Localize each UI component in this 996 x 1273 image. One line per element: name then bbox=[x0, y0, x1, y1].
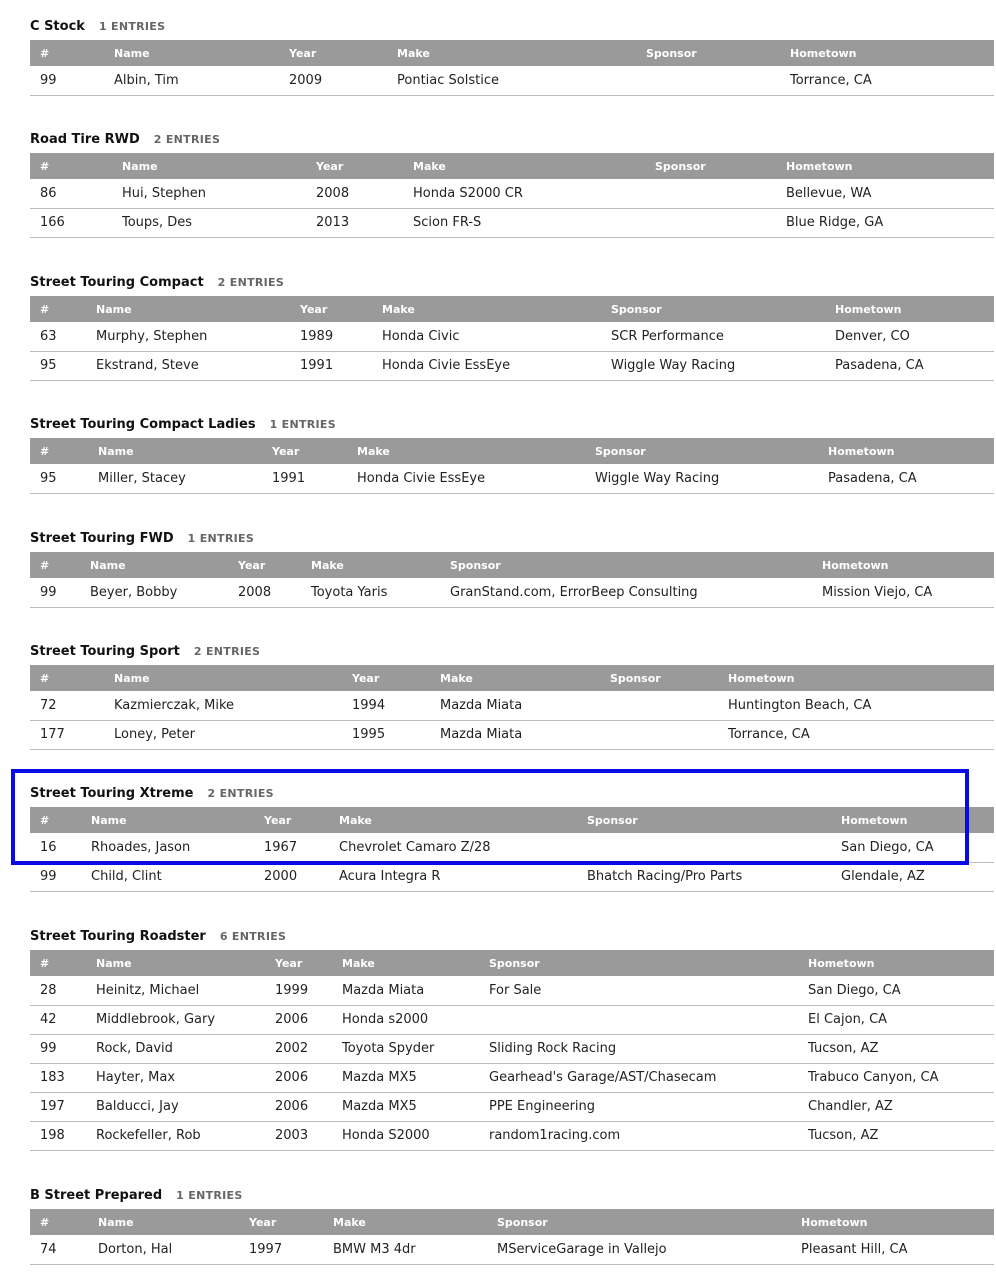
cell-sponsor: Wiggle Way Racing bbox=[601, 351, 825, 380]
cell-year: 2006 bbox=[265, 1063, 332, 1092]
cell-sponsor: random1racing.com bbox=[479, 1121, 798, 1150]
column-header-num[interactable]: # bbox=[40, 1215, 50, 1229]
column-header-num[interactable]: # bbox=[40, 302, 50, 316]
entries-count: 1 ENTRIES bbox=[269, 417, 336, 431]
cell-sponsor: Gearhead's Garage/AST/Chasecam bbox=[479, 1063, 798, 1092]
class-section bbox=[30, 125, 994, 238]
entries-count: 2 ENTRIES bbox=[193, 644, 261, 658]
cell-num: 74 bbox=[30, 1235, 88, 1264]
cell-name: Albin, Tim bbox=[104, 66, 279, 95]
table-row bbox=[30, 464, 994, 493]
table-row bbox=[30, 179, 994, 208]
column-header-sponsor[interactable]: Sponsor bbox=[646, 46, 697, 60]
cell-year: 2006 bbox=[265, 1092, 332, 1121]
class-header bbox=[30, 125, 994, 153]
table-header-row bbox=[30, 1209, 994, 1235]
entries-count: 1 ENTRIES bbox=[98, 19, 166, 33]
column-header-sponsor[interactable]: Sponsor bbox=[497, 1215, 548, 1229]
cell-sponsor bbox=[479, 1005, 798, 1034]
cell-year: 1991 bbox=[290, 351, 372, 380]
cell-hometown: Glendale, AZ bbox=[831, 862, 994, 891]
entries-table bbox=[30, 438, 994, 494]
cell-make: Mazda MX5 bbox=[332, 1092, 479, 1121]
cell-hometown: Tucson, AZ bbox=[798, 1034, 994, 1063]
entries-table bbox=[30, 296, 994, 381]
table-row bbox=[30, 1092, 994, 1121]
cell-hometown: Pasadena, CA bbox=[818, 464, 994, 493]
class-section bbox=[30, 12, 994, 96]
cell-make: Pontiac Solstice bbox=[387, 66, 636, 95]
class-title: Street Touring Compact bbox=[30, 274, 204, 290]
cell-sponsor: GranStand.com, ErrorBeep Consulting bbox=[440, 578, 812, 607]
column-header-hometown[interactable]: Hometown bbox=[808, 956, 875, 970]
class-header bbox=[30, 524, 994, 552]
cell-name: Child, Clint bbox=[81, 862, 254, 891]
entries-table bbox=[30, 1209, 994, 1265]
cell-sponsor: SCR Performance bbox=[601, 322, 825, 351]
cell-year: 1991 bbox=[262, 464, 347, 493]
cell-year: 2009 bbox=[279, 66, 387, 95]
table-row bbox=[30, 833, 994, 862]
cell-year: 1994 bbox=[342, 691, 430, 720]
cell-make: Honda Civie EssEye bbox=[372, 351, 601, 380]
cell-hometown: Mission Viejo, CA bbox=[812, 578, 994, 607]
cell-make: BMW M3 4dr bbox=[323, 1235, 487, 1264]
cell-sponsor bbox=[600, 691, 718, 720]
column-header-name[interactable]: Name bbox=[114, 671, 150, 685]
column-header-name[interactable]: Name bbox=[98, 444, 134, 458]
cell-hometown: Pleasant Hill, CA bbox=[791, 1235, 994, 1264]
column-header-num[interactable]: # bbox=[40, 159, 50, 173]
column-header-hometown[interactable]: Hometown bbox=[786, 159, 853, 173]
cell-hometown: Trabuco Canyon, CA bbox=[798, 1063, 994, 1092]
table-row bbox=[30, 322, 994, 351]
column-header-make[interactable]: Make bbox=[357, 444, 390, 458]
class-title: B Street Prepared bbox=[30, 1187, 163, 1203]
cell-hometown: Huntington Beach, CA bbox=[718, 691, 994, 720]
column-header-make[interactable]: Make bbox=[339, 813, 372, 827]
class-header bbox=[30, 637, 994, 665]
cell-name: Rock, David bbox=[86, 1034, 265, 1063]
cell-name: Loney, Peter bbox=[104, 720, 342, 749]
class-title: Street Touring FWD bbox=[30, 530, 174, 546]
cell-name: Kazmierczak, Mike bbox=[104, 691, 342, 720]
column-header-year[interactable]: Year bbox=[275, 956, 303, 970]
cell-sponsor: Sliding Rock Racing bbox=[479, 1034, 798, 1063]
cell-make: Mazda Miata bbox=[430, 720, 600, 749]
cell-name: Beyer, Bobby bbox=[80, 578, 228, 607]
table-header-row bbox=[30, 807, 994, 833]
cell-make: Mazda Miata bbox=[332, 976, 479, 1005]
column-header-sponsor[interactable]: Sponsor bbox=[595, 444, 646, 458]
cell-num: 197 bbox=[30, 1092, 86, 1121]
cell-num: 183 bbox=[30, 1063, 86, 1092]
table-row bbox=[30, 862, 994, 891]
column-header-make[interactable]: Make bbox=[382, 302, 415, 316]
cell-name: Balducci, Jay bbox=[86, 1092, 265, 1121]
entries-count: 2 ENTRIES bbox=[153, 132, 221, 146]
table-header-row bbox=[30, 40, 994, 66]
cell-sponsor bbox=[645, 179, 776, 208]
cell-make: Scion FR-S bbox=[403, 208, 645, 237]
cell-sponsor: For Sale bbox=[479, 976, 798, 1005]
column-header-make[interactable]: Make bbox=[342, 956, 375, 970]
cell-name: Rhoades, Jason bbox=[81, 833, 254, 862]
class-title: Street Touring Compact Ladies bbox=[30, 416, 256, 432]
cell-hometown: Bellevue, WA bbox=[776, 179, 994, 208]
column-header-make[interactable]: Make bbox=[440, 671, 473, 685]
class-header bbox=[30, 12, 994, 40]
entries-table bbox=[30, 153, 994, 238]
cell-num: 63 bbox=[30, 322, 86, 351]
column-header-name[interactable]: Name bbox=[122, 159, 158, 173]
cell-make: Toyota Spyder bbox=[332, 1034, 479, 1063]
cell-sponsor: Bhatch Racing/Pro Parts bbox=[577, 862, 831, 891]
class-section bbox=[30, 268, 994, 381]
table-header-row bbox=[30, 950, 994, 976]
cell-year: 1995 bbox=[342, 720, 430, 749]
column-header-year[interactable]: Year bbox=[264, 813, 292, 827]
table-row bbox=[30, 208, 994, 237]
cell-year: 2003 bbox=[265, 1121, 332, 1150]
table-row bbox=[30, 1005, 994, 1034]
table-header-row bbox=[30, 153, 994, 179]
column-header-hometown[interactable]: Hometown bbox=[835, 302, 902, 316]
column-header-num[interactable]: # bbox=[40, 813, 50, 827]
column-header-name[interactable]: Name bbox=[90, 558, 126, 572]
cell-name: Murphy, Stephen bbox=[86, 322, 290, 351]
class-header bbox=[30, 1181, 994, 1209]
cell-hometown: El Cajon, CA bbox=[798, 1005, 994, 1034]
entries-count: 2 ENTRIES bbox=[207, 786, 274, 800]
cell-make: Mazda Miata bbox=[430, 691, 600, 720]
cell-year: 2006 bbox=[265, 1005, 332, 1034]
cell-year: 2013 bbox=[306, 208, 403, 237]
class-section bbox=[30, 410, 994, 494]
entries-count: 6 ENTRIES bbox=[219, 929, 287, 943]
cell-num: 99 bbox=[30, 1034, 86, 1063]
entries-table bbox=[30, 552, 994, 608]
column-header-make[interactable]: Make bbox=[333, 1215, 366, 1229]
column-header-year[interactable]: Year bbox=[272, 444, 300, 458]
table-row bbox=[30, 691, 994, 720]
column-header-hometown[interactable]: Hometown bbox=[841, 813, 908, 827]
cell-year: 2002 bbox=[265, 1034, 332, 1063]
table-row bbox=[30, 578, 994, 607]
table-header-row bbox=[30, 665, 994, 691]
class-section bbox=[30, 922, 994, 1151]
cell-sponsor: MServiceGarage in Vallejo bbox=[487, 1235, 791, 1264]
cell-sponsor: Wiggle Way Racing bbox=[585, 464, 818, 493]
column-header-year[interactable]: Year bbox=[352, 671, 380, 685]
table-row bbox=[30, 1034, 994, 1063]
cell-hometown: Torrance, CA bbox=[718, 720, 994, 749]
cell-year: 2000 bbox=[254, 862, 329, 891]
column-header-num[interactable]: # bbox=[40, 558, 50, 572]
table-row bbox=[30, 1235, 994, 1264]
cell-name: Middlebrook, Gary bbox=[86, 1005, 265, 1034]
column-header-num[interactable]: # bbox=[40, 671, 50, 685]
column-header-name[interactable]: Name bbox=[98, 1215, 134, 1229]
class-title: Road Tire RWD bbox=[30, 131, 140, 147]
cell-year: 1989 bbox=[290, 322, 372, 351]
table-header-row bbox=[30, 552, 994, 578]
entries-count: 2 ENTRIES bbox=[217, 275, 285, 289]
cell-sponsor bbox=[636, 66, 780, 95]
cell-num: 177 bbox=[30, 720, 104, 749]
column-header-sponsor[interactable]: Sponsor bbox=[611, 302, 662, 316]
column-header-name[interactable]: Name bbox=[96, 956, 132, 970]
cell-sponsor bbox=[577, 833, 831, 862]
table-row bbox=[30, 720, 994, 749]
cell-make: Mazda MX5 bbox=[332, 1063, 479, 1092]
class-section bbox=[30, 1181, 994, 1265]
cell-num: 95 bbox=[30, 464, 88, 493]
table-row bbox=[30, 1121, 994, 1150]
class-title: Street Touring Sport bbox=[30, 643, 180, 659]
cell-name: Hui, Stephen bbox=[112, 179, 306, 208]
table-row bbox=[30, 66, 994, 95]
table-row bbox=[30, 1063, 994, 1092]
column-header-sponsor[interactable]: Sponsor bbox=[587, 813, 638, 827]
cell-sponsor: PPE Engineering bbox=[479, 1092, 798, 1121]
cell-num: 99 bbox=[30, 862, 81, 891]
class-section bbox=[30, 779, 994, 892]
cell-hometown: San Diego, CA bbox=[798, 976, 994, 1005]
cell-sponsor bbox=[645, 208, 776, 237]
cell-num: 16 bbox=[30, 833, 81, 862]
class-title: C Stock bbox=[30, 18, 85, 34]
column-header-num[interactable]: # bbox=[40, 956, 50, 970]
table-header-row bbox=[30, 296, 994, 322]
cell-name: Rockefeller, Rob bbox=[86, 1121, 265, 1150]
entries-table bbox=[30, 950, 994, 1151]
table-row bbox=[30, 976, 994, 1005]
cell-hometown: Pasadena, CA bbox=[825, 351, 994, 380]
column-header-name[interactable]: Name bbox=[96, 302, 132, 316]
cell-make: Honda S2000 bbox=[332, 1121, 479, 1150]
cell-hometown: San Diego, CA bbox=[831, 833, 994, 862]
table-row bbox=[30, 351, 994, 380]
cell-year: 1999 bbox=[265, 976, 332, 1005]
cell-name: Dorton, Hal bbox=[88, 1235, 239, 1264]
column-header-hometown[interactable]: Hometown bbox=[790, 46, 857, 60]
column-header-sponsor[interactable]: Sponsor bbox=[450, 558, 501, 572]
entries-count: 1 ENTRIES bbox=[176, 1188, 243, 1202]
column-header-year[interactable]: Year bbox=[289, 46, 317, 60]
class-header bbox=[30, 268, 994, 296]
cell-hometown: Tucson, AZ bbox=[798, 1121, 994, 1150]
cell-make: Chevrolet Camaro Z/28 bbox=[329, 833, 577, 862]
cell-hometown: Denver, CO bbox=[825, 322, 994, 351]
column-header-sponsor[interactable]: Sponsor bbox=[489, 956, 540, 970]
column-header-hometown[interactable]: Hometown bbox=[728, 671, 795, 685]
cell-num: 198 bbox=[30, 1121, 86, 1150]
column-header-year[interactable]: Year bbox=[238, 558, 266, 572]
column-header-sponsor[interactable]: Sponsor bbox=[610, 671, 661, 685]
entries-table bbox=[30, 665, 994, 750]
cell-sponsor bbox=[600, 720, 718, 749]
cell-num: 42 bbox=[30, 1005, 86, 1034]
class-title: Street Touring Xtreme bbox=[30, 785, 194, 801]
column-header-sponsor[interactable]: Sponsor bbox=[655, 159, 706, 173]
column-header-hometown[interactable]: Hometown bbox=[801, 1215, 868, 1229]
column-header-name[interactable]: Name bbox=[114, 46, 150, 60]
cell-name: Toups, Des bbox=[112, 208, 306, 237]
class-title: Street Touring Roadster bbox=[30, 928, 206, 944]
cell-year: 2008 bbox=[228, 578, 301, 607]
cell-name: Ekstrand, Steve bbox=[86, 351, 290, 380]
cell-make: Honda Civie EssEye bbox=[347, 464, 585, 493]
cell-num: 28 bbox=[30, 976, 86, 1005]
column-header-name[interactable]: Name bbox=[91, 813, 127, 827]
cell-num: 166 bbox=[30, 208, 112, 237]
column-header-make[interactable]: Make bbox=[413, 159, 446, 173]
cell-make: Toyota Yaris bbox=[301, 578, 440, 607]
column-header-hometown[interactable]: Hometown bbox=[822, 558, 889, 572]
cell-year: 1997 bbox=[239, 1235, 323, 1264]
column-header-year[interactable]: Year bbox=[249, 1215, 277, 1229]
cell-name: Heinitz, Michael bbox=[86, 976, 265, 1005]
cell-num: 86 bbox=[30, 179, 112, 208]
class-section bbox=[30, 524, 994, 608]
cell-name: Hayter, Max bbox=[86, 1063, 265, 1092]
column-header-num[interactable]: # bbox=[40, 46, 50, 60]
cell-hometown: Chandler, AZ bbox=[798, 1092, 994, 1121]
cell-num: 99 bbox=[30, 66, 104, 95]
entries-table bbox=[30, 40, 994, 96]
cell-num: 72 bbox=[30, 691, 104, 720]
class-header bbox=[30, 410, 994, 438]
entries-table bbox=[30, 807, 994, 892]
cell-num: 95 bbox=[30, 351, 86, 380]
class-header bbox=[30, 779, 994, 807]
cell-make: Acura Integra R bbox=[329, 862, 577, 891]
table-header-row bbox=[30, 438, 994, 464]
column-header-year[interactable]: Year bbox=[316, 159, 344, 173]
class-section bbox=[30, 637, 994, 750]
column-header-hometown[interactable]: Hometown bbox=[828, 444, 895, 458]
class-header bbox=[30, 922, 994, 950]
cell-year: 1967 bbox=[254, 833, 329, 862]
entries-count: 1 ENTRIES bbox=[187, 531, 255, 545]
cell-name: Miller, Stacey bbox=[88, 464, 262, 493]
column-header-make[interactable]: Make bbox=[311, 558, 344, 572]
cell-make: Honda S2000 CR bbox=[403, 179, 645, 208]
cell-num: 99 bbox=[30, 578, 80, 607]
cell-hometown: Torrance, CA bbox=[780, 66, 994, 95]
cell-make: Honda s2000 bbox=[332, 1005, 479, 1034]
column-header-make[interactable]: Make bbox=[397, 46, 430, 60]
column-header-year[interactable]: Year bbox=[300, 302, 328, 316]
cell-hometown: Blue Ridge, GA bbox=[776, 208, 994, 237]
column-header-num[interactable]: # bbox=[40, 444, 50, 458]
cell-year: 2008 bbox=[306, 179, 403, 208]
cell-make: Honda Civic bbox=[372, 322, 601, 351]
